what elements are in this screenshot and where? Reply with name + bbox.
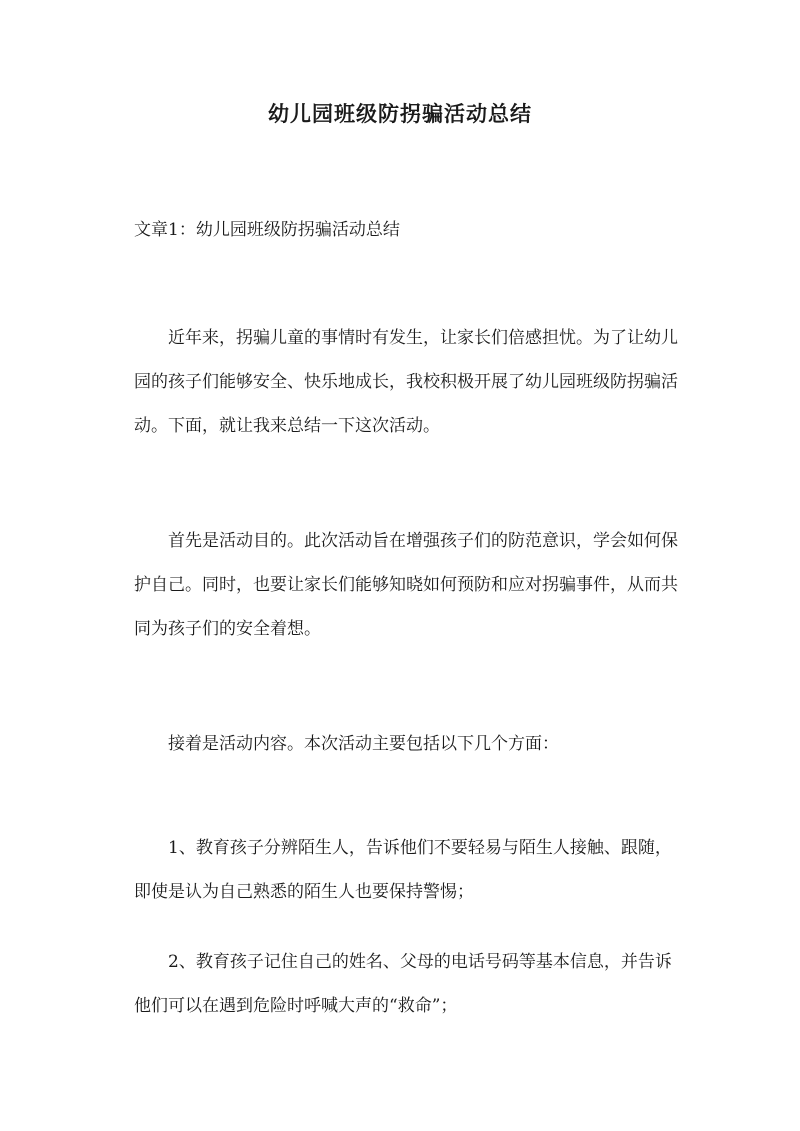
paragraph-line: 园的孩子们能够安全、快乐地成长，我校积极开展了幼儿园班级防拐骗活 xyxy=(134,372,678,392)
list-item-1 xyxy=(134,826,690,914)
paragraph-line: 1、教育孩子分辨陌生人，告诉他们不要轻易与陌生人接触、跟随， xyxy=(168,838,672,858)
paragraph-purpose xyxy=(134,519,690,651)
paragraph-intro xyxy=(134,316,690,448)
paragraph-line: 同为孩子们的安全着想。 xyxy=(134,619,321,639)
paragraph-line: 近年来，拐骗儿童的事情时有发生，让家长们倍感担忧。为了让幼儿 xyxy=(168,328,678,348)
article-subtitle: 文章1：幼儿园班级防拐骗活动总结 xyxy=(134,220,400,240)
paragraph-line: 护自己。同时，也要让家长们能够知晓如何预防和应对拐骗事件，从而共 xyxy=(134,575,678,595)
paragraph-line: 动。下面，就让我来总结一下这次活动。 xyxy=(134,416,440,436)
paragraph-line: 他们可以在遇到危险时呼喊大声的“救命”； xyxy=(134,996,458,1016)
document-title: 幼儿园班级防拐骗活动总结 xyxy=(268,101,532,126)
paragraph-line: 接着是活动内容。本次活动主要包括以下几个方面： xyxy=(168,734,559,754)
paragraph-line: 即使是认为自己熟悉的陌生人也要保持警惕； xyxy=(134,882,474,902)
paragraph-line: 首先是活动目的。此次活动旨在增强孩子们的防范意识，学会如何保 xyxy=(168,531,678,551)
paragraph-line: 2、教育孩子记住自己的姓名、父母的电话号码等基本信息，并告诉 xyxy=(168,952,672,972)
list-item-2 xyxy=(134,940,690,1028)
paragraph-content-intro xyxy=(134,722,690,766)
